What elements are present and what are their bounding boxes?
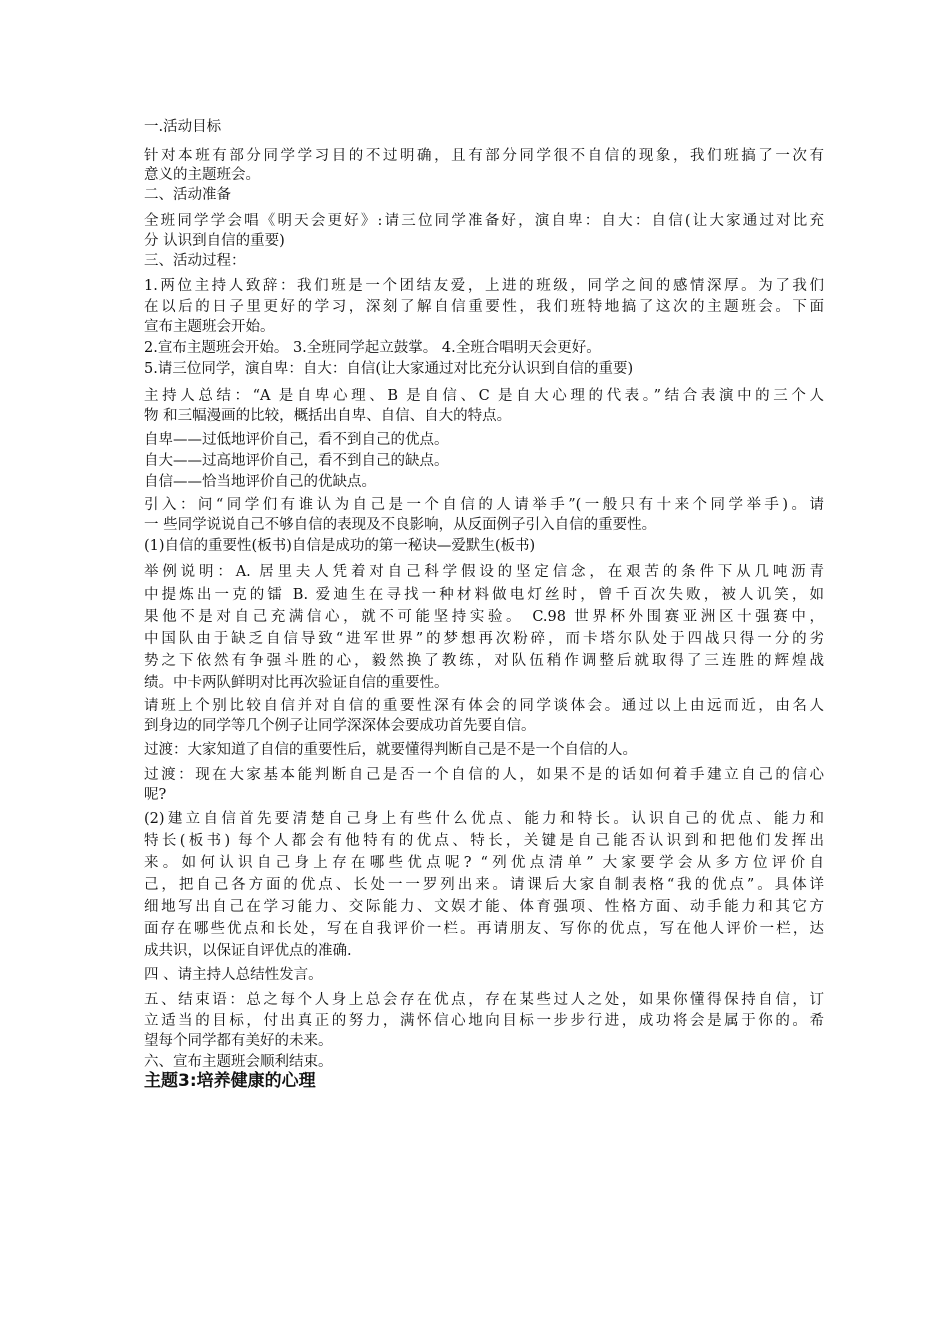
paragraph-line: 望每个同学都有美好的未来。 — [144, 1033, 333, 1049]
paragraph-line: 果他不是对自己充满信心，就不可能坚持实验。 C.98 世界杯外围赛亚洲区十强赛中， — [144, 609, 824, 625]
paragraph-line: (1)自信的重要性(板书)自信是成功的第一秘诀—爱默生(板书) — [144, 538, 536, 554]
paragraph-line: (2)建立自信首先要清楚自己身上有些什么优点、能力和特长。认识自己的优点、能力和 — [144, 811, 824, 827]
paragraph-line: 意义的主题班会。 — [144, 167, 260, 183]
paragraph-line: 自大——过高地评价自己，看不到自己的缺点。 — [144, 453, 449, 469]
paragraph-line: 1.两位主持人致辞：我们班是一个团结友爱，上进的班级，同学之间的感情深厚。为了我们 — [144, 278, 824, 294]
paragraph-line: 成共识，以保证自评优点的准确. — [144, 943, 352, 959]
paragraph-line: 宣布主题班会开始。 — [144, 319, 275, 335]
paragraph-line: 过渡：现在大家基本能判断自己是否一个自信的人，如果不是的话如何着手建立自己的信心 — [144, 767, 824, 783]
paragraph-line: 过渡：大家知道了自信的重要性后，就要懂得判断自己是不是一个自信的人。 — [144, 742, 637, 758]
paragraph-line: 自卑——过低地评价自己，看不到自己的优点。 — [144, 432, 449, 448]
paragraph-line: 五、结束语：总之每个人身上总会存在优点，存在某些过人之处，如果你懂得保持自信，订 — [144, 992, 824, 1008]
paragraph-line: 细地写出自己在学习能力、交际能力、文娱才能、体育强项、性格方面、动手能力和其它方 — [144, 899, 824, 915]
section-heading-process: 三、活动过程： — [144, 253, 246, 269]
section-heading-summary: 四 、请主持人总结性发言。 — [144, 967, 323, 983]
paragraph-line: 物 和三幅漫画的比较，概括出自卑、自信、自大的特点。 — [144, 408, 512, 424]
paragraph-line: 举例说明：A. 居里夫人凭着对自己科学假设的坚定信念，在艰苦的条件下从几吨沥青 — [144, 564, 824, 580]
paragraph-line: 自信——恰当地评价自己的优缺点。 — [144, 474, 376, 490]
paragraph-line: 势之下依然有争强斗胜的心，毅然换了教练，对队伍稍作调整后就取得了三连胜的辉煌战 — [144, 653, 824, 669]
paragraph-line: 一 些同学说说自己不够自信的表现及不良影响，从反面例子引入自信的重要性。 — [144, 517, 657, 533]
paragraph-line: 全班同学学会唱《明天会更好》:请三位同学准备好，演自卑：自大：自信(让大家通过对比充 — [144, 213, 824, 229]
paragraph-line: 特长(板书) 每个人都会有他特有的优点、特长，关键是自己能否认识到和把他们发挥出 — [144, 833, 824, 849]
paragraph-line: 在以后的日子里更好的学习，深刻了解自信重要性，我们班特地搞了这次的主题班会。下面 — [144, 299, 824, 315]
paragraph-line: 2.宣布主题班会开始。 3.全班同学起立鼓掌。 4.全班合唱明天会更好。 — [144, 340, 601, 356]
section-heading-preparation: 二、活动准备 — [144, 187, 231, 203]
paragraph-line: 己，把自己各方面的优点、长处一一罗列出来。请课后大家自制表格“我的优点”。具体详 — [144, 877, 824, 893]
paragraph-line: 到身边的同学等几个例子让同学深深体会要成功首先要自信。 — [144, 718, 536, 734]
paragraph-line: 呢? — [144, 787, 167, 803]
paragraph-line: 针对本班有部分同学学习目的不过明确，且有部分同学很不自信的现象，我们班搞了一次有 — [144, 148, 824, 164]
paragraph-line: 来。如何认识自己身上存在哪些优点呢? “列优点清单” 大家要学会从多方位评价自 — [144, 855, 824, 871]
paragraph-line: 请班上个别比较自信并对自信的重要性深有体会的同学谈体会。通过以上由远而近，由名人 — [144, 698, 824, 714]
paragraph-line: 中提炼出一克的镭 B. 爱迪生在寻找一种材料做电灯丝时，曾千百次失败，被人讥笑，如 — [144, 587, 824, 603]
paragraph-line: 5.请三位同学，演自卑：自大：自信(让大家通过对比充分认识到自信的重要) — [144, 361, 634, 377]
topic-heading: 主题3:培养健康的心理 — [144, 1071, 316, 1091]
paragraph-line: 引入：问“同学们有谁认为自己是一个自信的人请举手”(一般只有十来个同学举手)。请 — [144, 497, 824, 513]
paragraph-line: 面存在哪些优点和长处，写在自我评价一栏。再请朋友、写你的优点，写在他人评价一栏，达 — [144, 921, 824, 937]
section-heading-closing: 六、宣布主题班会顺利结束。 — [144, 1054, 333, 1070]
section-heading-goals: 一.活动目标 — [144, 119, 222, 135]
paragraph-line: 中国队由于缺乏自信导致“进军世界”的梦想再次粉碎，而卡塔尔队处于四战只得一分的劣 — [144, 631, 824, 647]
paragraph-line: 立适当的目标，付出真正的努力，满怀信心地向目标一步步行进，成功将会是属于你的。希 — [144, 1013, 824, 1029]
paragraph-line: 绩。中卡两队鲜明对比再次验证自信的重要性。 — [144, 675, 449, 691]
paragraph-line: 分 认识到自信的重要) — [144, 233, 285, 249]
paragraph-line: 主持人总结：“A 是自卑心理、B 是自信、C 是自大心理的代表。”结合表演中的三个人 — [144, 388, 824, 404]
